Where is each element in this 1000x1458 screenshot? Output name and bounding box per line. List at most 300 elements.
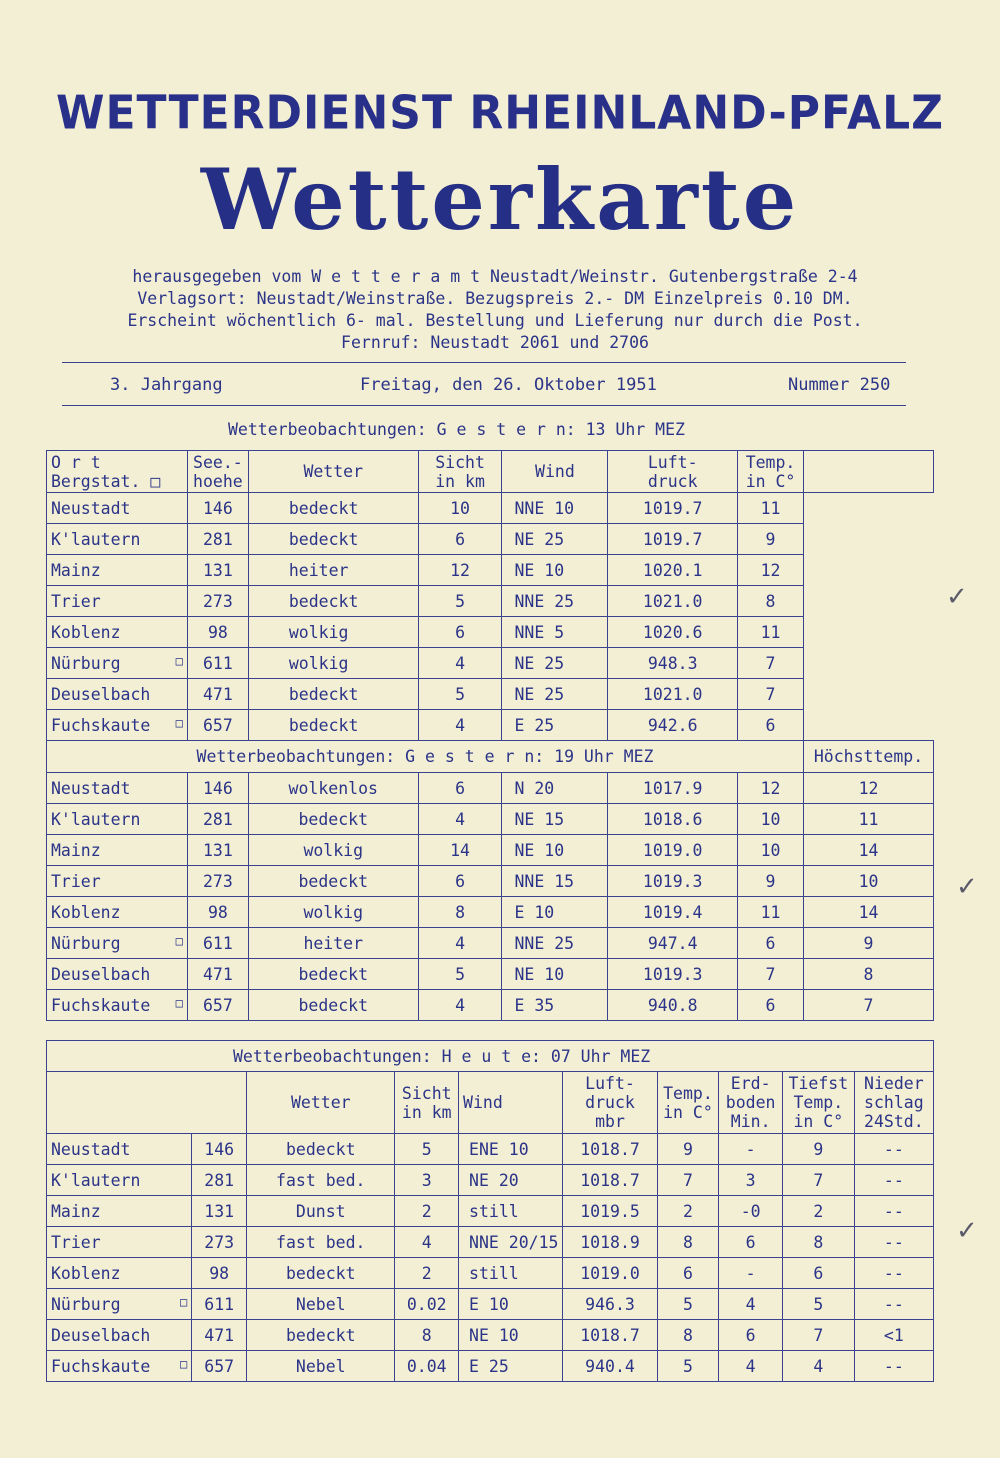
table-row — [47, 990, 934, 1021]
pressure-cell: 947.4 — [608, 928, 738, 959]
station-name: Trier — [51, 591, 101, 611]
elevation-cell: 273 — [187, 586, 248, 617]
visibility-cell: 10 — [418, 493, 502, 524]
elevation-cell: 281 — [187, 524, 248, 555]
wind-cell: still — [459, 1258, 563, 1289]
temp-cell: 7 — [657, 1165, 719, 1196]
soil-min-cell: -0 — [719, 1196, 783, 1227]
temp-cell: 6 — [738, 990, 804, 1021]
temp-cell: 9 — [738, 524, 804, 555]
pressure-cell: 1019.7 — [608, 524, 738, 555]
station-name: Mainz — [51, 840, 101, 860]
station-cell — [47, 804, 188, 835]
station-name: Koblenz — [51, 902, 121, 922]
header-tiefst-unit: in C° — [793, 1112, 844, 1131]
station-name: Koblenz — [51, 622, 121, 642]
header-temp: Temp. — [745, 452, 796, 472]
weather-cell: wolkig — [248, 835, 418, 866]
table-row — [47, 1320, 934, 1351]
check-mark: ✓ — [946, 582, 968, 612]
precip-cell: -- — [854, 1134, 933, 1165]
precip-cell: -- — [854, 1196, 933, 1227]
header-wind: Wind — [502, 451, 608, 493]
divider — [62, 362, 906, 363]
station-name: Fuchskaute — [51, 995, 151, 1015]
issue-number: Nummer 250 — [788, 375, 891, 395]
header-sicht: Sicht — [401, 1083, 452, 1103]
pressure-cell: 1021.0 — [608, 586, 738, 617]
header-sicht: Sicht — [435, 452, 485, 472]
elevation-cell: 131 — [192, 1196, 247, 1227]
station-name: Trier — [51, 871, 101, 891]
station-cell — [47, 1134, 192, 1165]
info-line: Fernruf: Neustadt 2061 und 2706 — [341, 333, 649, 352]
page-title: Wetterkarte — [200, 150, 800, 249]
section-heading-row — [47, 1041, 934, 1072]
elevation-cell: 611 — [187, 928, 248, 959]
section-heading-row — [47, 741, 934, 773]
header-hoehe: hoehe — [193, 471, 243, 491]
divider — [62, 405, 906, 406]
station-name: Neustadt — [51, 498, 131, 518]
elevation-cell: 146 — [192, 1134, 247, 1165]
pressure-cell: 1018.7 — [563, 1134, 657, 1165]
wind-cell: NE 20 — [459, 1165, 563, 1196]
wind-cell: NE 10 — [459, 1320, 563, 1351]
station-cell — [47, 1320, 192, 1351]
volume: 3. Jahrgang — [110, 375, 223, 395]
temp-cell: 6 — [738, 710, 804, 741]
min-temp-cell: 5 — [782, 1289, 854, 1320]
station-name: Neustadt — [51, 1139, 131, 1159]
mountain-station-marker: □ — [175, 995, 183, 1010]
publisher-info — [80, 266, 910, 354]
soil-min-cell: 6 — [719, 1320, 783, 1351]
table-row — [47, 1227, 934, 1258]
pressure-cell: 1017.9 — [608, 773, 738, 804]
header-see: See.- — [193, 452, 243, 472]
pressure-cell: 942.6 — [608, 710, 738, 741]
temp-cell: 11 — [738, 897, 804, 928]
station-cell — [47, 679, 188, 710]
elevation-cell: 657 — [192, 1351, 247, 1382]
info-line: Verlagsort: Neustadt/Weinstraße. Bezugspreis 2.- DM Einzelpreis 0.10 DM. — [137, 289, 853, 308]
temp-cell: 10 — [738, 835, 804, 866]
check-mark: ✓ — [956, 1216, 978, 1246]
wind-cell: NE 10 — [502, 835, 608, 866]
elevation-cell: 281 — [187, 804, 248, 835]
station-cell — [47, 773, 188, 804]
table-row — [47, 1196, 934, 1227]
precip-cell: -- — [854, 1165, 933, 1196]
pressure-cell: 1020.1 — [608, 555, 738, 586]
header-schlag: schlag — [864, 1093, 924, 1112]
visibility-cell: 4 — [418, 990, 502, 1021]
header-tiefst: Tiefst — [788, 1074, 849, 1093]
station-cell — [47, 990, 188, 1021]
pressure-cell: 1019.3 — [608, 866, 738, 897]
station-cell — [47, 586, 188, 617]
header-wind: Wind — [459, 1072, 563, 1134]
mountain-station-marker: □ — [180, 1356, 188, 1371]
weather-cell: bedeckt — [248, 710, 418, 741]
elevation-cell: 273 — [187, 866, 248, 897]
header-empty — [47, 1072, 247, 1134]
wind-cell: NE 15 — [502, 804, 608, 835]
pressure-cell: 940.8 — [608, 990, 738, 1021]
max-temp-cell: 14 — [804, 897, 934, 928]
wind-cell: E 25 — [459, 1351, 563, 1382]
station-name: Deuselbach — [51, 964, 151, 984]
elevation-cell: 98 — [192, 1258, 247, 1289]
visibility-cell: 4 — [418, 710, 502, 741]
weather-cell: fast bed. — [247, 1227, 395, 1258]
weather-cell: bedeckt — [248, 990, 418, 1021]
weather-cell: bedeckt — [248, 679, 418, 710]
pressure-cell: 1019.5 — [563, 1196, 657, 1227]
station-name: Neustadt — [51, 778, 131, 798]
table-row — [47, 493, 934, 524]
weather-cell: heiter — [248, 928, 418, 959]
station-name: K'lautern — [51, 529, 141, 549]
wind-cell: ENE 10 — [459, 1134, 563, 1165]
station-cell — [47, 524, 188, 555]
station-cell — [47, 1196, 192, 1227]
station-name: Fuchskaute — [51, 1356, 151, 1376]
pressure-cell: 1019.0 — [563, 1258, 657, 1289]
visibility-cell: 12 — [418, 555, 502, 586]
weather-cell: bedeckt — [248, 804, 418, 835]
table-row — [47, 617, 934, 648]
temp-cell: 12 — [738, 773, 804, 804]
header-24std: 24Std. — [864, 1112, 924, 1131]
elevation-cell: 281 — [192, 1165, 247, 1196]
min-temp-cell: 7 — [782, 1320, 854, 1351]
table-row — [47, 928, 934, 959]
observations-today-table — [46, 1040, 934, 1382]
visibility-cell: 6 — [418, 773, 502, 804]
weather-cell: Nebel — [247, 1289, 395, 1320]
station-name: Mainz — [51, 1201, 101, 1221]
temp-cell: 7 — [738, 679, 804, 710]
header-hoechsttemp: Höchsttemp. — [804, 741, 934, 773]
header-wetter: Wetter — [248, 451, 418, 493]
weather-cell: Nebel — [247, 1351, 395, 1382]
max-temp-cell: 14 — [804, 835, 934, 866]
station-cell — [47, 1227, 192, 1258]
table-row — [47, 679, 934, 710]
station-name: Nürburg — [51, 1294, 121, 1314]
station-name: Deuselbach — [51, 684, 151, 704]
pressure-cell: 940.4 — [563, 1351, 657, 1382]
table-row — [47, 866, 934, 897]
visibility-cell: 0.02 — [395, 1289, 459, 1320]
table-row — [47, 1289, 934, 1320]
station-name: K'lautern — [51, 809, 141, 829]
wind-cell: E 10 — [502, 897, 608, 928]
mountain-station-marker: □ — [175, 653, 183, 668]
elevation-cell: 146 — [187, 773, 248, 804]
visibility-cell: 14 — [418, 835, 502, 866]
table-row — [47, 1134, 934, 1165]
header-tiefst-temp: Temp. — [793, 1093, 844, 1112]
info-line: Erscheint wöchentlich 6- mal. Bestellung und Lieferung nur durch die Post. — [127, 311, 863, 330]
header-druck: druck — [647, 471, 698, 491]
temp-cell: 5 — [657, 1351, 719, 1382]
temp-cell: 2 — [657, 1196, 719, 1227]
temp-cell: 11 — [738, 493, 804, 524]
weather-cell: wolkig — [248, 617, 418, 648]
header-erd: Erd- — [730, 1074, 771, 1093]
elevation-cell: 131 — [187, 835, 248, 866]
temp-cell: 6 — [738, 928, 804, 959]
soil-min-cell: 6 — [719, 1227, 783, 1258]
visibility-cell: 0.04 — [395, 1351, 459, 1382]
header-wetter: Wetter — [247, 1072, 395, 1134]
table-row — [47, 524, 934, 555]
precip-cell: <1 — [854, 1320, 933, 1351]
visibility-cell: 6 — [418, 866, 502, 897]
weather-cell: bedeckt — [248, 524, 418, 555]
wind-cell: NE 10 — [502, 959, 608, 990]
visibility-cell: 5 — [395, 1134, 459, 1165]
station-name: Fuchskaute — [51, 715, 151, 735]
header-temp: Temp. — [663, 1083, 713, 1103]
min-temp-cell: 4 — [782, 1351, 854, 1382]
weather-cell: bedeckt — [247, 1134, 395, 1165]
visibility-cell: 3 — [395, 1165, 459, 1196]
table-row — [47, 804, 934, 835]
pressure-cell: 1018.6 — [608, 804, 738, 835]
wind-cell: NNE 5 — [502, 617, 608, 648]
station-cell — [47, 617, 188, 648]
pressure-cell: 1019.7 — [608, 493, 738, 524]
soil-min-cell: - — [719, 1258, 783, 1289]
wind-cell: E 25 — [502, 710, 608, 741]
station-cell — [47, 959, 188, 990]
soil-min-cell: 3 — [719, 1165, 783, 1196]
elevation-cell: 273 — [192, 1227, 247, 1258]
precip-cell: -- — [854, 1227, 933, 1258]
table-row — [47, 959, 934, 990]
header-nieder: Nieder — [864, 1074, 924, 1093]
weather-cell: heiter — [248, 555, 418, 586]
pressure-cell: 1019.4 — [608, 897, 738, 928]
weather-cell: bedeckt — [248, 959, 418, 990]
temp-cell: 8 — [738, 586, 804, 617]
temp-cell: 10 — [738, 804, 804, 835]
header-druck: druck — [585, 1093, 635, 1112]
visibility-cell: 4 — [395, 1227, 459, 1258]
table-row — [47, 835, 934, 866]
wind-cell: still — [459, 1196, 563, 1227]
wind-cell: NNE 20/15 — [459, 1227, 563, 1258]
pressure-cell: 1018.7 — [563, 1320, 657, 1351]
pressure-cell: 1018.9 — [563, 1227, 657, 1258]
section-heading-19h: Wetterbeobachtungen: G e s t e r n: 19 Uhr MEZ — [47, 741, 804, 773]
header-bergstat: Bergstat. □ — [51, 471, 161, 491]
temp-cell: 9 — [738, 866, 804, 897]
weather-cell: bedeckt — [247, 1258, 395, 1289]
weather-cell: wolkig — [248, 897, 418, 928]
wind-cell: NE 25 — [502, 524, 608, 555]
min-temp-cell: 8 — [782, 1227, 854, 1258]
visibility-cell: 8 — [418, 897, 502, 928]
temp-cell: 11 — [738, 617, 804, 648]
station-cell — [47, 555, 188, 586]
table-row — [47, 773, 934, 804]
temp-cell: 7 — [738, 648, 804, 679]
weather-cell: fast bed. — [247, 1165, 395, 1196]
observations-yesterday-table — [46, 450, 934, 1021]
max-temp-cell: 12 — [804, 773, 934, 804]
weather-cell: bedeckt — [248, 493, 418, 524]
table-row — [47, 897, 934, 928]
mountain-station-marker: □ — [175, 715, 183, 730]
header-mbr: mbr — [595, 1112, 625, 1131]
max-temp-cell: 9 — [804, 928, 934, 959]
weather-cell: bedeckt — [248, 586, 418, 617]
station-cell — [47, 928, 188, 959]
pressure-cell: 1018.7 — [563, 1165, 657, 1196]
elevation-cell: 131 — [187, 555, 248, 586]
station-cell — [47, 1351, 192, 1382]
header-ort: O r t — [51, 452, 101, 472]
soil-min-cell: 4 — [719, 1351, 783, 1382]
elevation-cell: 471 — [192, 1320, 247, 1351]
temp-cell: 8 — [657, 1320, 719, 1351]
min-temp-cell: 2 — [782, 1196, 854, 1227]
station-cell — [47, 1165, 192, 1196]
wind-cell: E 35 — [502, 990, 608, 1021]
station-cell — [47, 1289, 192, 1320]
weather-cell: wolkenlos — [248, 773, 418, 804]
header-sicht-unit: in km — [401, 1102, 452, 1122]
visibility-cell: 2 — [395, 1196, 459, 1227]
wind-cell: NNE 10 — [502, 493, 608, 524]
station-cell — [47, 897, 188, 928]
visibility-cell: 6 — [418, 617, 502, 648]
elevation-cell: 657 — [187, 990, 248, 1021]
blank-cell — [804, 451, 934, 493]
station-cell — [47, 710, 188, 741]
pressure-cell: 1020.6 — [608, 617, 738, 648]
pressure-cell: 1019.3 — [608, 959, 738, 990]
table-row — [47, 1165, 934, 1196]
temp-cell: 6 — [657, 1258, 719, 1289]
visibility-cell: 4 — [418, 648, 502, 679]
service-name: WETTERDIENST RHEINLAND-PFALZ — [55, 86, 945, 141]
elevation-cell: 98 — [187, 897, 248, 928]
max-temp-cell: 10 — [804, 866, 934, 897]
station-name: Nürburg — [51, 653, 121, 673]
station-cell — [47, 866, 188, 897]
station-name: Nürburg — [51, 933, 121, 953]
visibility-cell: 2 — [395, 1258, 459, 1289]
min-temp-cell: 7 — [782, 1165, 854, 1196]
pressure-cell: 1019.0 — [608, 835, 738, 866]
station-name: Koblenz — [51, 1263, 121, 1283]
mountain-station-marker: □ — [180, 1294, 188, 1309]
wind-cell: NNE 15 — [502, 866, 608, 897]
wind-cell: N 20 — [502, 773, 608, 804]
pressure-cell: 1021.0 — [608, 679, 738, 710]
info-line: herausgegeben vom W e t t e r a m t Neustadt/Weinstr. Gutenbergstraße 2-4 — [132, 267, 858, 286]
pressure-cell: 946.3 — [563, 1289, 657, 1320]
header-boden: boden — [725, 1093, 776, 1112]
weather-cell: bedeckt — [248, 866, 418, 897]
weather-cell: bedeckt — [247, 1320, 395, 1351]
header-luft: Luft- — [585, 1074, 635, 1093]
weather-cell: Dunst — [247, 1196, 395, 1227]
precip-cell: -- — [854, 1258, 933, 1289]
header-luft: Luft- — [647, 452, 698, 472]
section-heading-07h: Wetterbeobachtungen: H e u t e: 07 Uhr MEZ — [47, 1041, 934, 1072]
table-row — [47, 1351, 934, 1382]
table-row — [47, 586, 934, 617]
max-temp-cell: 11 — [804, 804, 934, 835]
visibility-cell: 5 — [418, 586, 502, 617]
wind-cell: NE 25 — [502, 679, 608, 710]
min-temp-cell: 9 — [782, 1134, 854, 1165]
max-temp-cell: 7 — [804, 990, 934, 1021]
station-cell — [47, 1258, 192, 1289]
elevation-cell: 611 — [187, 648, 248, 679]
section-heading-13h: Wetterbeobachtungen: G e s t e r n: 13 Uhr MEZ — [228, 420, 685, 439]
precip-cell: -- — [854, 1289, 933, 1320]
visibility-cell: 6 — [418, 524, 502, 555]
wind-cell: NNE 25 — [502, 586, 608, 617]
wind-cell: NNE 25 — [502, 928, 608, 959]
header-temp-unit: in C° — [745, 471, 796, 491]
table-row — [47, 710, 934, 741]
mountain-station-marker: □ — [175, 933, 183, 948]
min-temp-cell: 6 — [782, 1258, 854, 1289]
precip-cell: -- — [854, 1351, 933, 1382]
station-cell — [47, 648, 188, 679]
elevation-cell: 471 — [187, 959, 248, 990]
header-min: Min. — [730, 1112, 771, 1131]
temp-cell: 5 — [657, 1289, 719, 1320]
table-row — [47, 648, 934, 679]
station-name: K'lautern — [51, 1170, 141, 1190]
table-header-row — [47, 1072, 934, 1134]
elevation-cell: 146 — [187, 493, 248, 524]
station-name: Deuselbach — [51, 1325, 151, 1345]
max-temp-cell: 8 — [804, 959, 934, 990]
weather-cell: wolkig — [248, 648, 418, 679]
issue-date: Freitag, den 26. Oktober 1951 — [360, 375, 657, 395]
header-sicht-unit: in km — [435, 471, 485, 491]
visibility-cell: 4 — [418, 804, 502, 835]
temp-cell: 12 — [738, 555, 804, 586]
table-row — [47, 1258, 934, 1289]
temp-cell: 8 — [657, 1227, 719, 1258]
station-cell — [47, 493, 188, 524]
wind-cell: NE 10 — [502, 555, 608, 586]
pressure-cell: 948.3 — [608, 648, 738, 679]
table-row — [47, 555, 934, 586]
temp-cell: 7 — [738, 959, 804, 990]
table-header-row — [47, 451, 934, 493]
elevation-cell: 471 — [187, 679, 248, 710]
wind-cell: NE 25 — [502, 648, 608, 679]
station-cell — [47, 835, 188, 866]
check-mark: ✓ — [956, 872, 978, 902]
visibility-cell: 4 — [418, 928, 502, 959]
wind-cell: E 10 — [459, 1289, 563, 1320]
soil-min-cell: - — [719, 1134, 783, 1165]
